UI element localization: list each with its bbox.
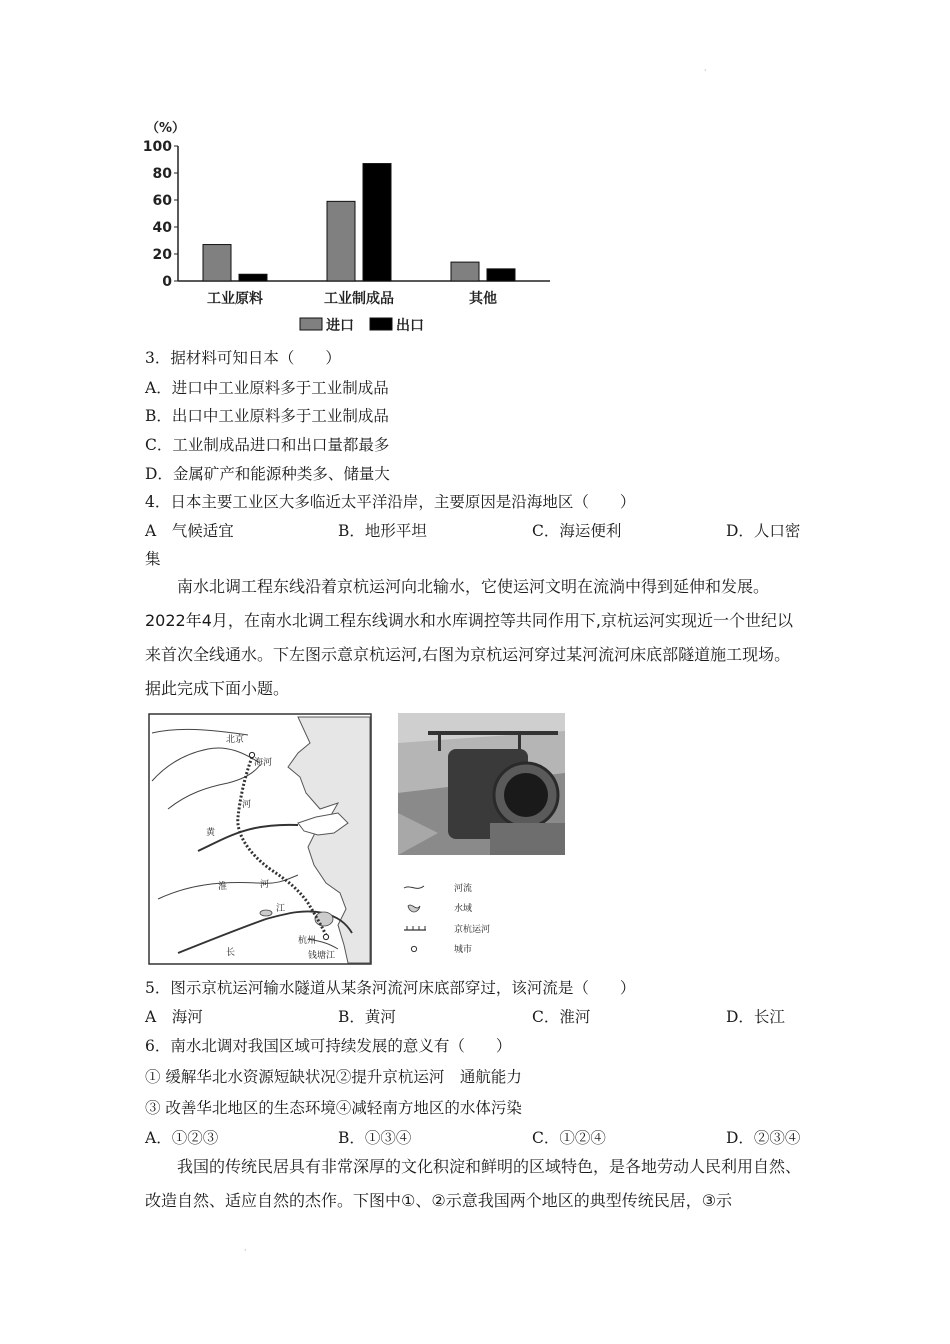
map-label-beijing: 北京 [226,735,245,745]
map-label-he-1: 河 [242,800,252,810]
question-6-option-c[interactable]: C．①②④ [532,1129,606,1147]
question-6-option-b[interactable]: B．①③④ [338,1129,412,1147]
chart-bar-出口-其他 [487,269,515,281]
map-label-he-2: 河 [260,880,270,890]
chart-legend-label: 出口 [396,318,424,334]
legend-water-label: 水域 [454,904,473,914]
legend-river-label: 河流 [454,884,473,894]
question-5-option-a[interactable]: A 海河 [145,1008,203,1026]
chart-y-tick-label: 60 [152,193,172,209]
question-6-stem: 6．南水北调对我国区域可持续发展的意义有（ ） [145,1037,512,1055]
chart-y-tick-label: 80 [152,166,172,182]
question-6-statement-line-1: ① 缓解华北水资源短缺状况②提升京杭运河 通航能力 [145,1068,522,1086]
map-label-jiang: 江 [276,904,286,914]
map-legend [398,880,518,960]
question-4-option-a[interactable]: A 气候适宜 [145,522,234,540]
question-4-option-b[interactable]: B．地形平坦 [338,522,427,540]
chart-category-label: 其他 [469,291,497,307]
passage-grand-canal: 南水北调工程东线沿着京杭运河向北输水，它使运河文明在流淌中得到延伸和发展。2022年4月，在南水北调工程东线调水和水库调控等共同作用下,京杭运河实现近一个世纪以来首次全线通水。下左图示意京杭运河,右图为京杭运河穿过某河流河床底部隧道施工现场。据此完成下面小题。 [145,577,793,698]
chart-category-label: 工业制成品 [324,291,394,307]
legend-canal-label: 京杭运河 [454,925,491,935]
passage-traditional-dwellings: 我国的传统民居具有非常深厚的文化积淀和鲜明的区域特色，是各地劳动人民利用自然、改造自然、适应自然的杰作。下图中①、②示意我国两个地区的典型传统民居，③示 [145,1157,802,1210]
question-3-option-d[interactable]: D．金属矿产和能源种类多、储量大 [145,465,390,483]
legend-water-symbol [408,905,420,912]
legend-city-symbol [411,946,416,951]
trade-bar-chart [140,112,570,340]
question-5-option-d[interactable]: D．长江 [726,1008,785,1026]
question-5-option-b[interactable]: B．黄河 [338,1008,396,1026]
chart-bar-进口-其他 [451,262,479,281]
question-4-stem: 4．日本主要工业区大多临近太平洋沿岸，主要原因是沿海地区（ ） [145,493,636,511]
question-3-option-c[interactable]: C．工业制成品进口和出口量都最多 [145,436,390,454]
map-label-hangzhou: 杭州 [298,936,317,946]
tunnel-construction-photo [398,713,565,855]
question-5-stem: 5．图示京杭运河输水隧道从某条河流河床底部穿过，该河流是（ ） [145,979,636,997]
legend-city-label: 城市 [454,945,473,955]
question-6-option-a[interactable]: A．①②③ [145,1129,219,1147]
chart-y-tick-label: 20 [152,247,172,263]
chart-bar-出口-工业原料 [239,274,267,281]
chart-legend-swatch [370,318,392,330]
map-label-haihe: 海河 [254,758,273,768]
question-3-option-a[interactable]: A．进口中工业原料多于工业制成品 [145,379,389,397]
map-label-huai: 淮 [218,882,228,892]
chart-y-unit-label: （%） [146,121,186,136]
question-3-option-b[interactable]: B．出口中工业原料多于工业制成品 [145,407,389,425]
page-dot-top: · [704,66,707,75]
chart-category-label: 工业原料 [207,291,263,307]
question-4-option-d[interactable]: D．人口密 [726,522,801,540]
chart-bar-进口-工业原料 [203,245,231,281]
question-5-option-c[interactable]: C．淮河 [532,1008,591,1026]
chart-bar-进口-工业制成品 [327,201,355,281]
chart-y-tick-label: 0 [162,274,172,290]
map-label-qiantangjiang: 钱塘江 [308,951,336,961]
map-label-chang: 长 [226,948,236,958]
page-dot-bottom: · [244,1246,247,1255]
chart-legend-label: 进口 [326,318,354,334]
question-6-statement-line-2: ③ 改善华北地区的生态环境④减轻南方地区的水体污染 [145,1099,522,1117]
legend-river-symbol [404,886,424,888]
map-label-huang: 黄 [206,828,216,838]
grand-canal-map [148,713,372,965]
chart-legend-swatch [300,318,322,330]
chart-y-tick-label: 40 [152,220,172,236]
question-3-stem: 3．据材料可知日本（ ） [145,349,341,367]
chart-bar-出口-工业制成品 [363,164,391,281]
chart-y-tick-label: 100 [142,139,172,155]
question-6-option-d[interactable]: D．②③④ [726,1129,801,1147]
question-4-option-c[interactable]: C．海运便利 [532,522,622,540]
question-4-option-d-wrap: 集 [145,550,161,568]
